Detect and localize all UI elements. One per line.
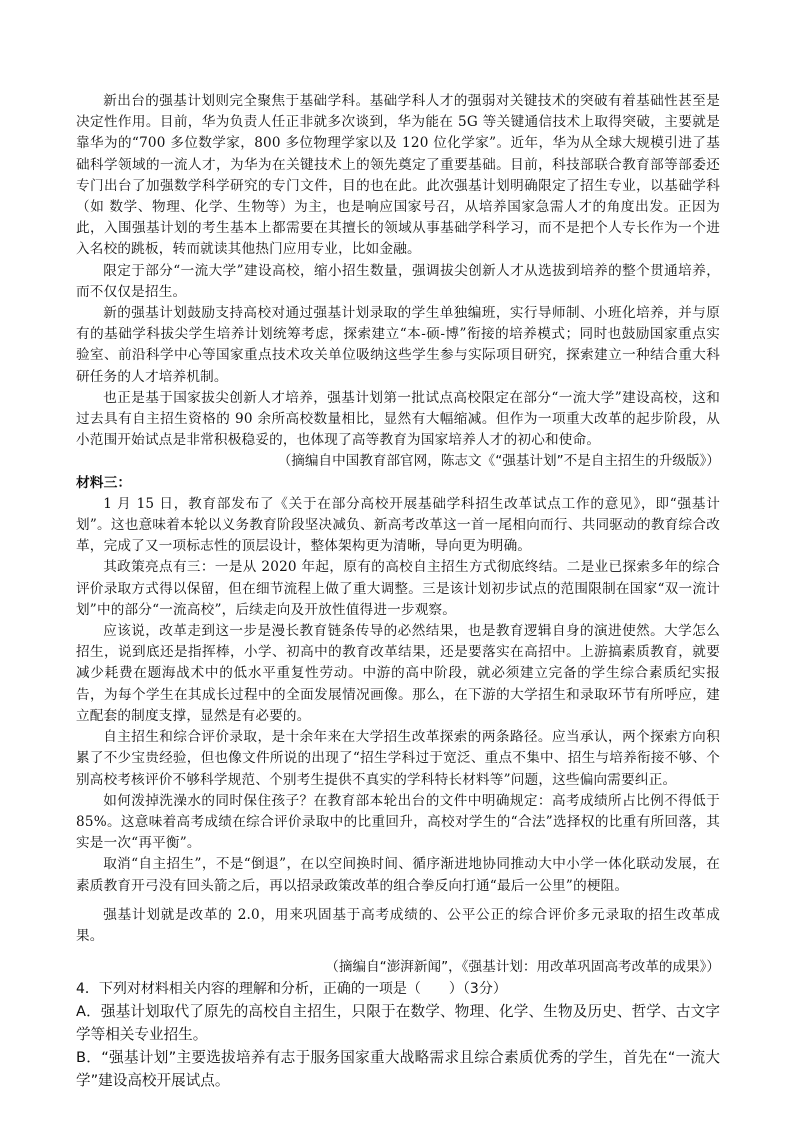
material2-paragraph-4: 也正是基于国家拔尖创新人才培养，强基计划第一批试点高校限定在部分“一流大学”建设高校，这和过去具有自主招生资格的 90 余所高校数量相比，显然有大幅缩减。但作为一项重大改革的起步阶段，从小范围开始试点是非常积极稳妥的，也体现了高等教育为国家培养人才的初心和使命。 xyxy=(76,389,720,449)
question-option-b: B．“强基计划”主要选拔培养有志于服务国家重大战略需求且综合素质优秀的学生，首先在“一流大学”建设高校开展试点。 xyxy=(76,1049,720,1090)
material3-paragraph-1: 1 月 15 日，教育部发布了《关于在部分高校开展基础学科招生改革试点工作的意见》，即“强基计划”。这也意味着本轮以义务教育阶段坚决减负、新高考改革这一首一尾相向而行、共同驱动的教育综合改革，完成了又一项标志性的顶层设计，整体架构更为清晰，导向更为明确。 xyxy=(76,495,720,555)
material3-heading: 材料三： xyxy=(76,474,132,491)
material3-paragraph-6: 取消“自主招生”，不是“倒退”，在以空间换时间、循序渐进地协同推动大中小学一体化联动发展，在素质教育开弓没有回头箭之后，再以招录政策改革的组合拳反向打通“最后一公里”的梗阻。 xyxy=(76,856,720,894)
material3-paragraph-4: 自主招生和综合评价录取，是十余年来在大学招生改革探索的两条路径。应当承认，两个探索方向积累了不少宝贵经验，但也像文件所说的出现了“招生学科过于宽泛、重点不集中、招生与培养衔接不够、个别高校考核评价不够科学规范、个别考生提供不真实的学科特长材料等”问题，这些偏向需要纠正。 xyxy=(76,729,720,788)
material2-paragraph-1: 新出台的强基计划则完全聚焦于基础学科。基础学科人才的强弱对关键技术的突破有着基础性甚至是决定性作用。目前，华为负责人任正非就多次谈到，华为能在 5G 等关键通信技术上取得突破，主要就是靠华为的“700 多位数学家，800 多位物理学家以及 120 位化学家”。近年，华为从全球大规模引进了基础科学领域的一流人才，为华为在关键技术上的领先奠定了重要基础。目前，科技部联合教育部等部委还专门出台了加强数学科学研究的专门文件，目的也在此。此次强基计划明确限定了招生专业，以基础学科（如 数学、物理、化学、生物等）为主，也是响应国家号召，从培养国家急需人才的角度出发。正因为此，入围强基计划的考生基本上都需要在其擅长的领域从事基础学科学习，而不是把个人专长作为一个进入名校的跳板，转而就读其他热门应用专业，比如金融。 xyxy=(76,93,720,258)
material3-paragraph-7: 强基计划就是改革的 2.0，用来巩固基于高考成绩的、公平公正的综合评价多元录取的招生改革成果。 xyxy=(76,906,720,944)
question-option-a: A．强基计划取代了原先的高校自主招生，只限于在数学、物理、化学、生物及历史、哲学、古文字学等相关专业招生。 xyxy=(76,1003,720,1044)
question-stem: 4．下列对材料相关内容的理解和分析，正确的一项是（ ）（3分） xyxy=(76,981,507,998)
material3-source: （摘编自“澎湃新闻”，《强基计划：用改革巩固高考改革的成果》） xyxy=(325,959,720,976)
material2-source: （摘编自中国教育部官网，陈志文《“强基计划”不是自主招生的升级版》） xyxy=(277,453,720,470)
material3-paragraph-2: 其政策亮点有三：一是从 2020 年起，原有的高校自主招生方式彻底终结。二是业已探索多年的综合评价录取方式得以保留，但在细节流程上做了重大调整。三是该计划初步试点的范围限制在国家“双一流计 划”中的部分“一流高校”，后续走向及开放性值得进一步观察。 xyxy=(76,559,720,618)
material2-paragraph-2: 限定于部分“一流大学”建设高校，缩小招生数量，强调拔尖创新人才从选拔到培养的整个贯通培养，而不仅仅是招生。 xyxy=(76,262,720,300)
material2-paragraph-3: 新的强基计划鼓励支持高校对通过强基计划录取的学生单独编班，实行导师制、小班化培养，并与原有的基础学科拔尖学生培养计划统筹考虑，探索建立“本-硕-博”衔接的培养模式；同时也鼓励国家重点实验室、前沿科学中心等国家重点技术攻关单位吸纳这些学生参与实际项目研究，探索建立一种结合重大科研任务的人才培养机制。 xyxy=(76,305,720,385)
page-content xyxy=(76,91,720,1092)
material3-paragraph-3: 应该说，改革走到这一步是漫长教育链条传导的必然结果，也是教育逻辑自身的演进使然。大学怎么招生，说到底还是指挥棒，小学、初高中的教育改革结果，还是要落实在高招中。上游搞素质教育，就要减少耗费在题海战术中的低水平重复性劳动。中游的高中阶段，就必须建立完备的学生综合素质纪实报告，为每个学生在其成长过程中的全面发展情况画像。那么，在下游的大学招生和录取环节有所呼应，建立配套的制度支撑，显然是有必要的。 xyxy=(76,623,720,724)
material3-paragraph-5: 如何泼掉洗澡水的同时保住孩子？在教育部本轮出台的文件中明确规定：高考成绩所占比例不得低于 85%。这意味着高考成绩在综合评价录取中的比重回升，高校对学生的“合法”选择权的比重有所回落，其实是一次“再平衡”。 xyxy=(76,792,720,852)
